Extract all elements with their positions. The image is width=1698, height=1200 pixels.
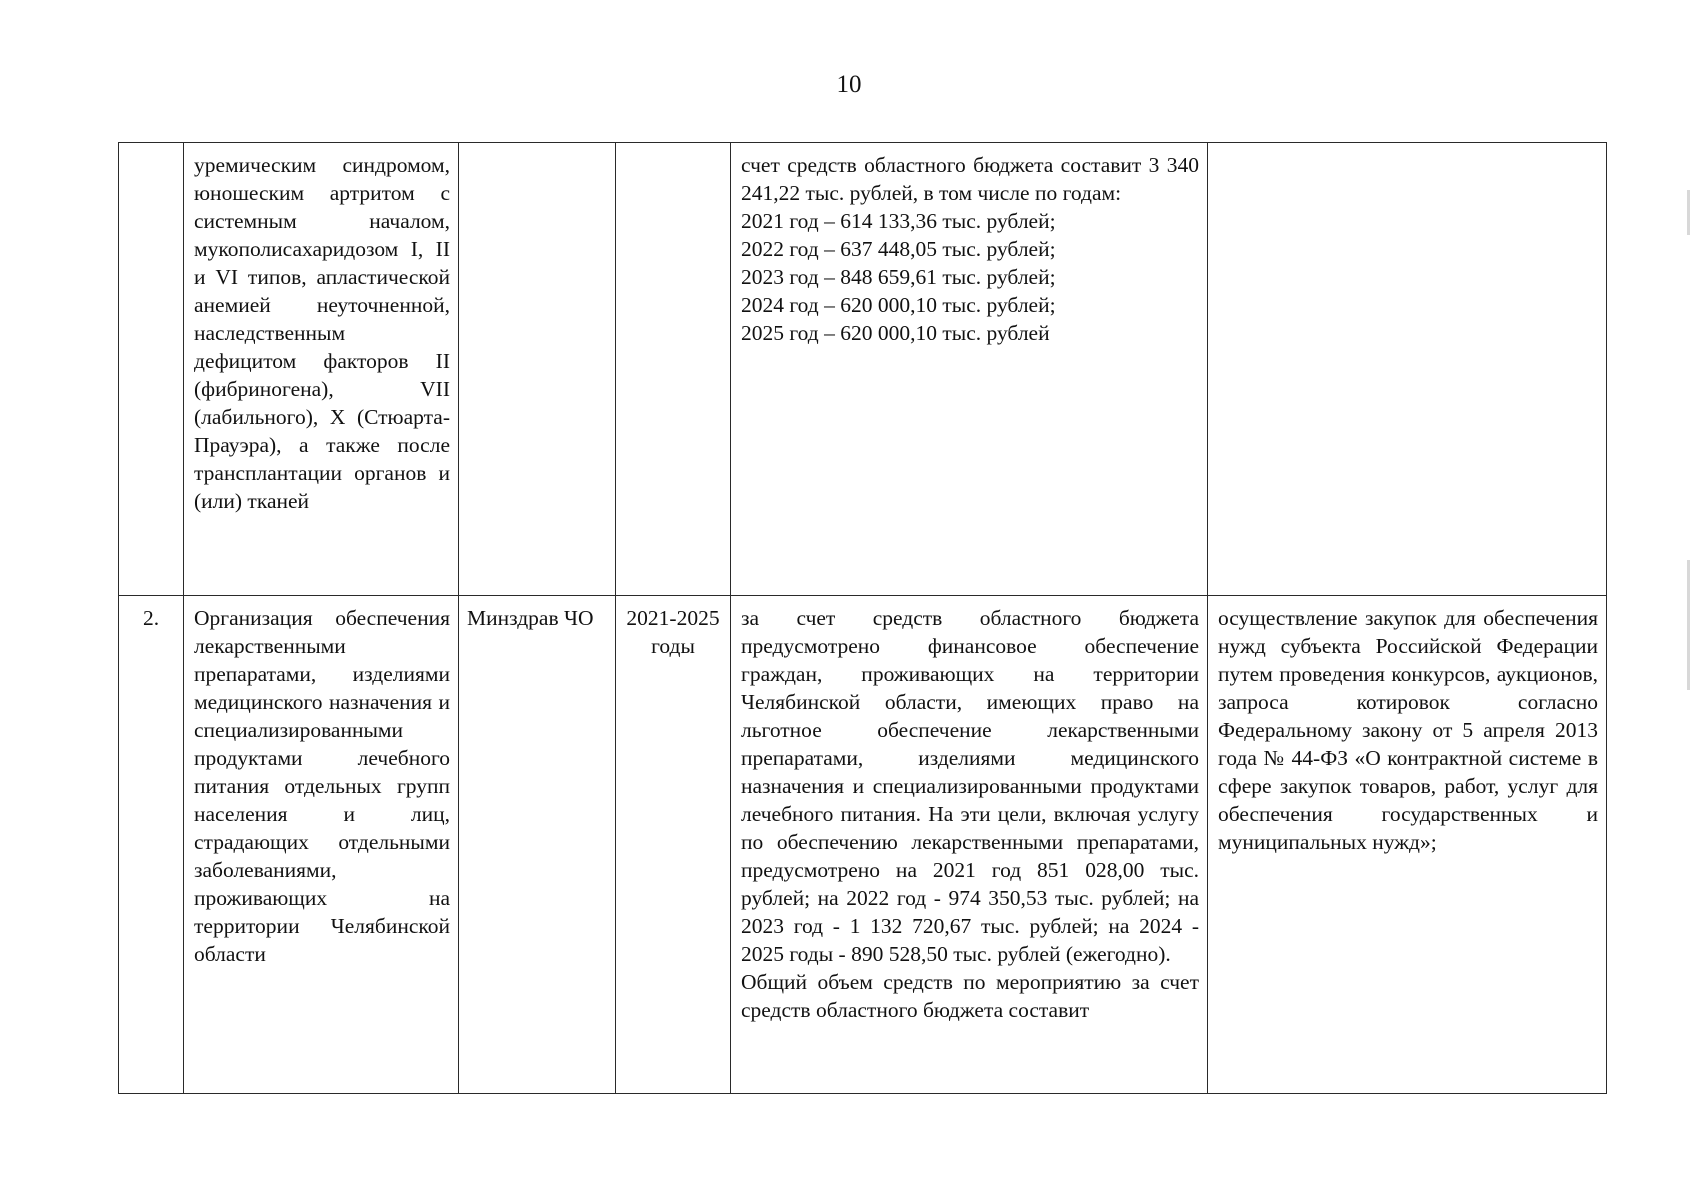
scan-edge-mark [1687, 560, 1690, 690]
scan-edge-mark [1687, 190, 1690, 235]
financing-year-line: 2024 год – 620 000,10 тыс. рублей; [741, 293, 1056, 317]
measure-name-cell: уремическим синдромом, юношеским артритом с системным началом, мукополисахаридозом I, II и VI типов, апластической анемией неуточненной, наследственным дефицитом факторов II (фибриногена), VII (лабильного), X (Стюарта-Прауэра), а также после трансплантации органов и (или) тканей [184, 143, 459, 596]
expected-result-cell [1208, 143, 1607, 596]
row-number-cell [119, 143, 184, 596]
financing-year-line: 2025 год – 620 000,10 тыс. рублей [741, 321, 1050, 345]
financing-year-line: 2023 год – 848 659,61 тыс. рублей; [741, 265, 1056, 289]
table-row [119, 596, 1607, 1094]
term-cell [616, 143, 731, 596]
financing-cell [731, 143, 1208, 596]
row-number-cell: 2. [119, 596, 184, 1094]
financing-year-line: 2021 год – 614 133,36 тыс. рублей; [741, 209, 1056, 233]
term-cell: 2021-2025 годы [616, 596, 731, 1094]
expected-result-cell: осуществление закупок для обеспечения нужд субъекта Российской Федерации путем проведения конкурсов, аукционов, запроса котировок согласно Федеральному закону от 5 апреля 2013 года № 44-ФЗ «О контрактной системе в сфере закупок товаров, работ, услуг для обеспечения государственных и муниципальных нужд»; [1208, 596, 1607, 1094]
page-number: 10 [836, 71, 862, 98]
financing-total-text: Общий объем средств по мероприятию за счет средств областного бюджета составит [741, 970, 1199, 1022]
executor-cell: Минздрав ЧО [459, 596, 616, 1094]
financing-intro-text: счет средств областного бюджета составит 3 340 241,22 тыс. рублей, в том числе по годам: [741, 153, 1199, 205]
program-measures-table [118, 142, 1607, 1094]
financing-main-text: за счет средств областного бюджета предусмотрено финансовое обеспечение граждан, проживающих на территории Челябинской области, имеющих право на льготное обеспечение лекарственными препаратами, изделиями медицинского назначения и специализированными продуктами лечебного питания. На эти цели, включая услугу по обеспечению лекарственными препаратами, предусмотрено на 2021 год 851 028,00 тыс. рублей; на 2022 год - 974 350,53 тыс. рублей; на 2023 год - 1 132 720,67 тыс. рублей; на 2024 - 2025 годы - 890 528,50 тыс. рублей (ежегодно). [741, 606, 1199, 966]
financing-cell [731, 596, 1208, 1094]
table-row [119, 143, 1607, 596]
financing-year-line: 2022 год – 637 448,05 тыс. рублей; [741, 237, 1056, 261]
measure-name-cell: Организация обеспечения лекарственными препаратами, изделиями медицинского назначения и специализированными продуктами лечебного питания отдельных групп населения и лиц, страдающих отдельными заболеваниями, проживающих на территории Челябинской области [184, 596, 459, 1094]
executor-cell [459, 143, 616, 596]
